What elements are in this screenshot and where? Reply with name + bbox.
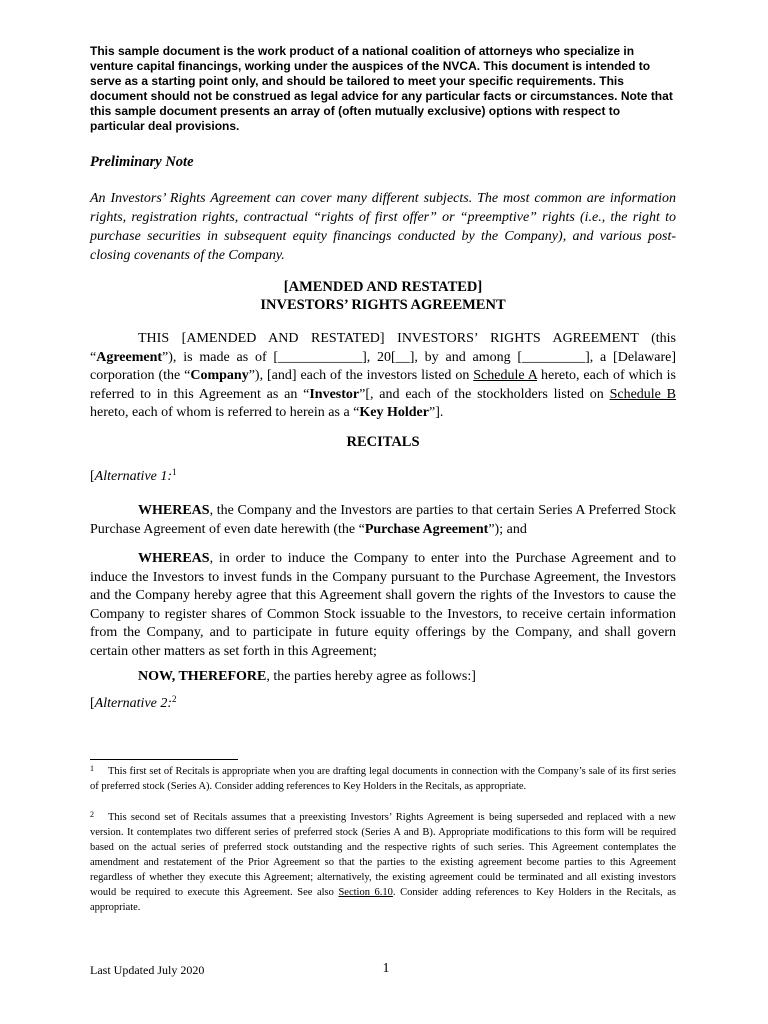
defined-term-agreement: Agreement — [96, 349, 163, 365]
opening-paragraph — [90, 330, 676, 423]
alternative-2-label — [90, 695, 676, 714]
page-number: 1 — [382, 961, 390, 976]
footnote-2-mark: 2 — [90, 810, 94, 819]
opening-text-6: hereto, each of whom is referred to herein as a “ — [90, 405, 360, 420]
defined-term-purchase-agreement: Purchase Agreement — [364, 521, 489, 537]
whereas-word: WHEREAS — [138, 503, 210, 518]
alternative-1-label — [90, 468, 676, 487]
footnote-2-text-b: . Consider adding references to Key Holders in the Recitals, as appropriate. — [90, 887, 676, 913]
footnote-1-mark: 1 — [90, 764, 94, 773]
whereas1-text-b: ”); and — [488, 521, 527, 537]
alt1-text: Alternative 1: — [94, 469, 173, 484]
now-therefore-term: NOW, THEREFORE — [138, 669, 267, 684]
footnote-2 — [90, 810, 676, 915]
opening-text-4: hereto, each of which is referred to in this Agreement as an “ — [90, 368, 676, 402]
whereas-paragraph-2 — [90, 550, 676, 661]
last-updated-footer: Last Updated July 2020 — [90, 963, 205, 977]
document-title-line2: INVESTORS’ RIGHTS AGREEMENT — [260, 297, 506, 313]
whereas-word: WHEREAS — [138, 551, 210, 566]
alt2-bracket: [ — [90, 696, 95, 711]
opening-text-3: ”), [and] each of the investors listed on — [248, 368, 474, 383]
defined-term-company: Company — [190, 368, 249, 383]
preliminary-note-text: An Investors’ Rights Agreement can cover many different subjects. The most common are information rights, registration rights, contractual “rights of first offer” or “preemptive” rights (i.e., the right to purchase securities in subsequent equity financings conducted by the Company), and various post-closing covenants of the Company. — [90, 191, 676, 263]
opening-text-1: THIS [AMENDED AND RESTATED] INVESTORS’ RIGHTS AGREEMENT (this “ — [90, 331, 676, 365]
disclaimer: This sample document is the work product of a national coalition of attorneys who specialize in venture capital financings, working under the auspices of the NVCA. This document is intended to serve as a starting point only, and should be tailored to meet your specific requirements. This document should not be construed as legal advice for any particular facts or circumstances. Note that this sample document presents an array of (often mutually exclusive) options with respect to particular deal provisions. — [90, 44, 673, 133]
footnote-ref-1[interactable]: 1 — [172, 467, 177, 477]
defined-term-key-holder: Key Holder — [359, 405, 429, 420]
opening-text-5: ”[, and each of the stockholders listed on — [359, 386, 610, 402]
defined-term-investor: Investor — [309, 386, 360, 402]
footnote-1 — [90, 764, 676, 794]
opening-text-7: ”]. — [428, 405, 444, 420]
footnote-2-text-a: This second set of Recitals assumes that a preexisting Investors’ Rights Agreement is being superseded and replaced with a new version. It contemplates two different series of preferred stock (Series A and B). Appropriate modifications to this form will be required based on the actual series of preferred stock outstanding and the respective rights of such series. This Agreement contemplates the amendment and restatement of the Prior Agreement so that the parties to the existing agreement become parties to this Agreement regardless of whether they execute this Agreement; alternatively, the existing agreement could be terminated and all existing investors would be required to execute this Agreement. See also — [90, 812, 676, 898]
whereas2-text: , in order to induce the Company to enter into the Purchase Agreement and to induce the Investors to invest funds in the Company pursuant to the Purchase Agreement, the Investors and the Company hereby agree that this Agreement shall govern the rights of the Investors to cause the Company to register shares of Common Stock issuable to the Investors, to receive certain information from the Company, and to participate in future equity offerings by the Company, and shall govern certain other matters as set forth in this Agreement; — [90, 551, 676, 659]
opening-text-2: ”), is made as of [____________], 20[__], by and among [_________], a [Delaware] corporation (the “ — [90, 349, 676, 383]
alt1-bracket: [ — [90, 469, 95, 484]
recitals-heading: RECITALS — [346, 434, 420, 450]
schedule-b-reference: Schedule B — [609, 386, 677, 402]
footnote-1-text: This first set of Recitals is appropriate when you are drafting legal documents in connection with the Company’s sale of its first series of preferred stock (Series A). Consider adding references to Key Holders in the Recitals, as appropriate. — [90, 766, 676, 792]
whereas1-text-a: , the Company and the Investors are parties to that certain Series A Preferred Stock Purchase Agreement of even date herewith (the “ — [90, 503, 676, 537]
preliminary-note-heading: Preliminary Note — [90, 154, 194, 170]
now-therefore-paragraph — [90, 668, 676, 687]
section-6-10-link[interactable]: Section 6.10 — [338, 887, 393, 898]
footnote-ref-2[interactable]: 2 — [172, 694, 177, 704]
now-therefore-text: , the parties hereby agree as follows:] — [266, 669, 476, 684]
footnote-separator — [90, 759, 238, 760]
alt2-text: Alternative 2: — [94, 696, 173, 711]
document-title-line1: [AMENDED AND RESTATED] — [283, 279, 483, 295]
whereas-paragraph-1 — [90, 502, 676, 539]
schedule-a-reference: Schedule A — [473, 368, 538, 383]
